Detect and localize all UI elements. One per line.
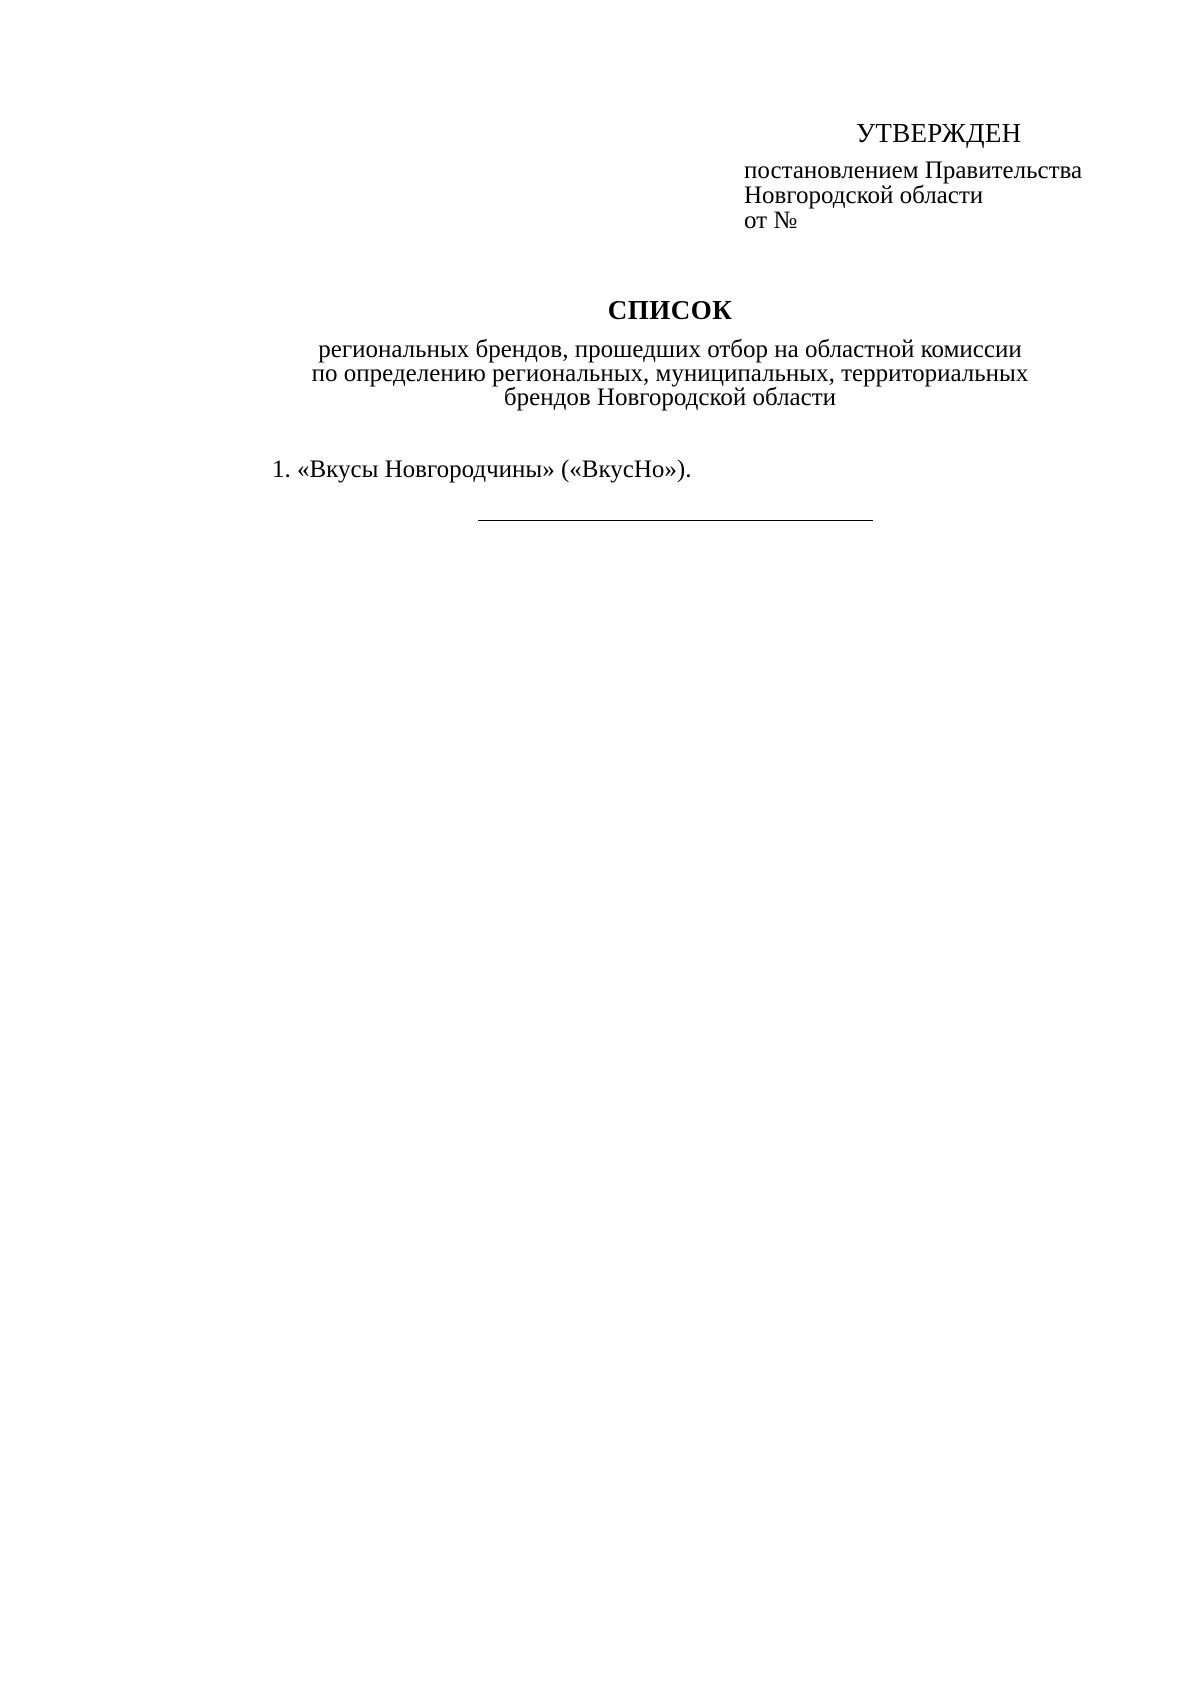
approval-title: УТВЕРЖДЕН [856,118,1022,148]
subtitle-line-3: брендов Новгородской области [503,384,837,411]
document-subtitle [240,338,1100,410]
document-title: СПИСОК [607,295,733,325]
approval-line-region: Новгородской области [744,182,984,209]
brand-list [272,455,692,485]
subtitle-line-2: по определению региональных, муниципальных, территориальных [311,360,1029,387]
end-divider-line [478,520,873,521]
approval-line-date-number: от № [744,207,798,234]
approval-line-resolution: постановлением Правительства [744,157,1083,184]
list-item: 1. «Вкусы Новгородчины» («ВкусНо»). [272,456,692,483]
document-header [0,295,1200,325]
approval-block [744,118,1164,233]
subtitle-line-1: региональных брендов, прошедших отбор на областной комиссии [318,336,1022,363]
